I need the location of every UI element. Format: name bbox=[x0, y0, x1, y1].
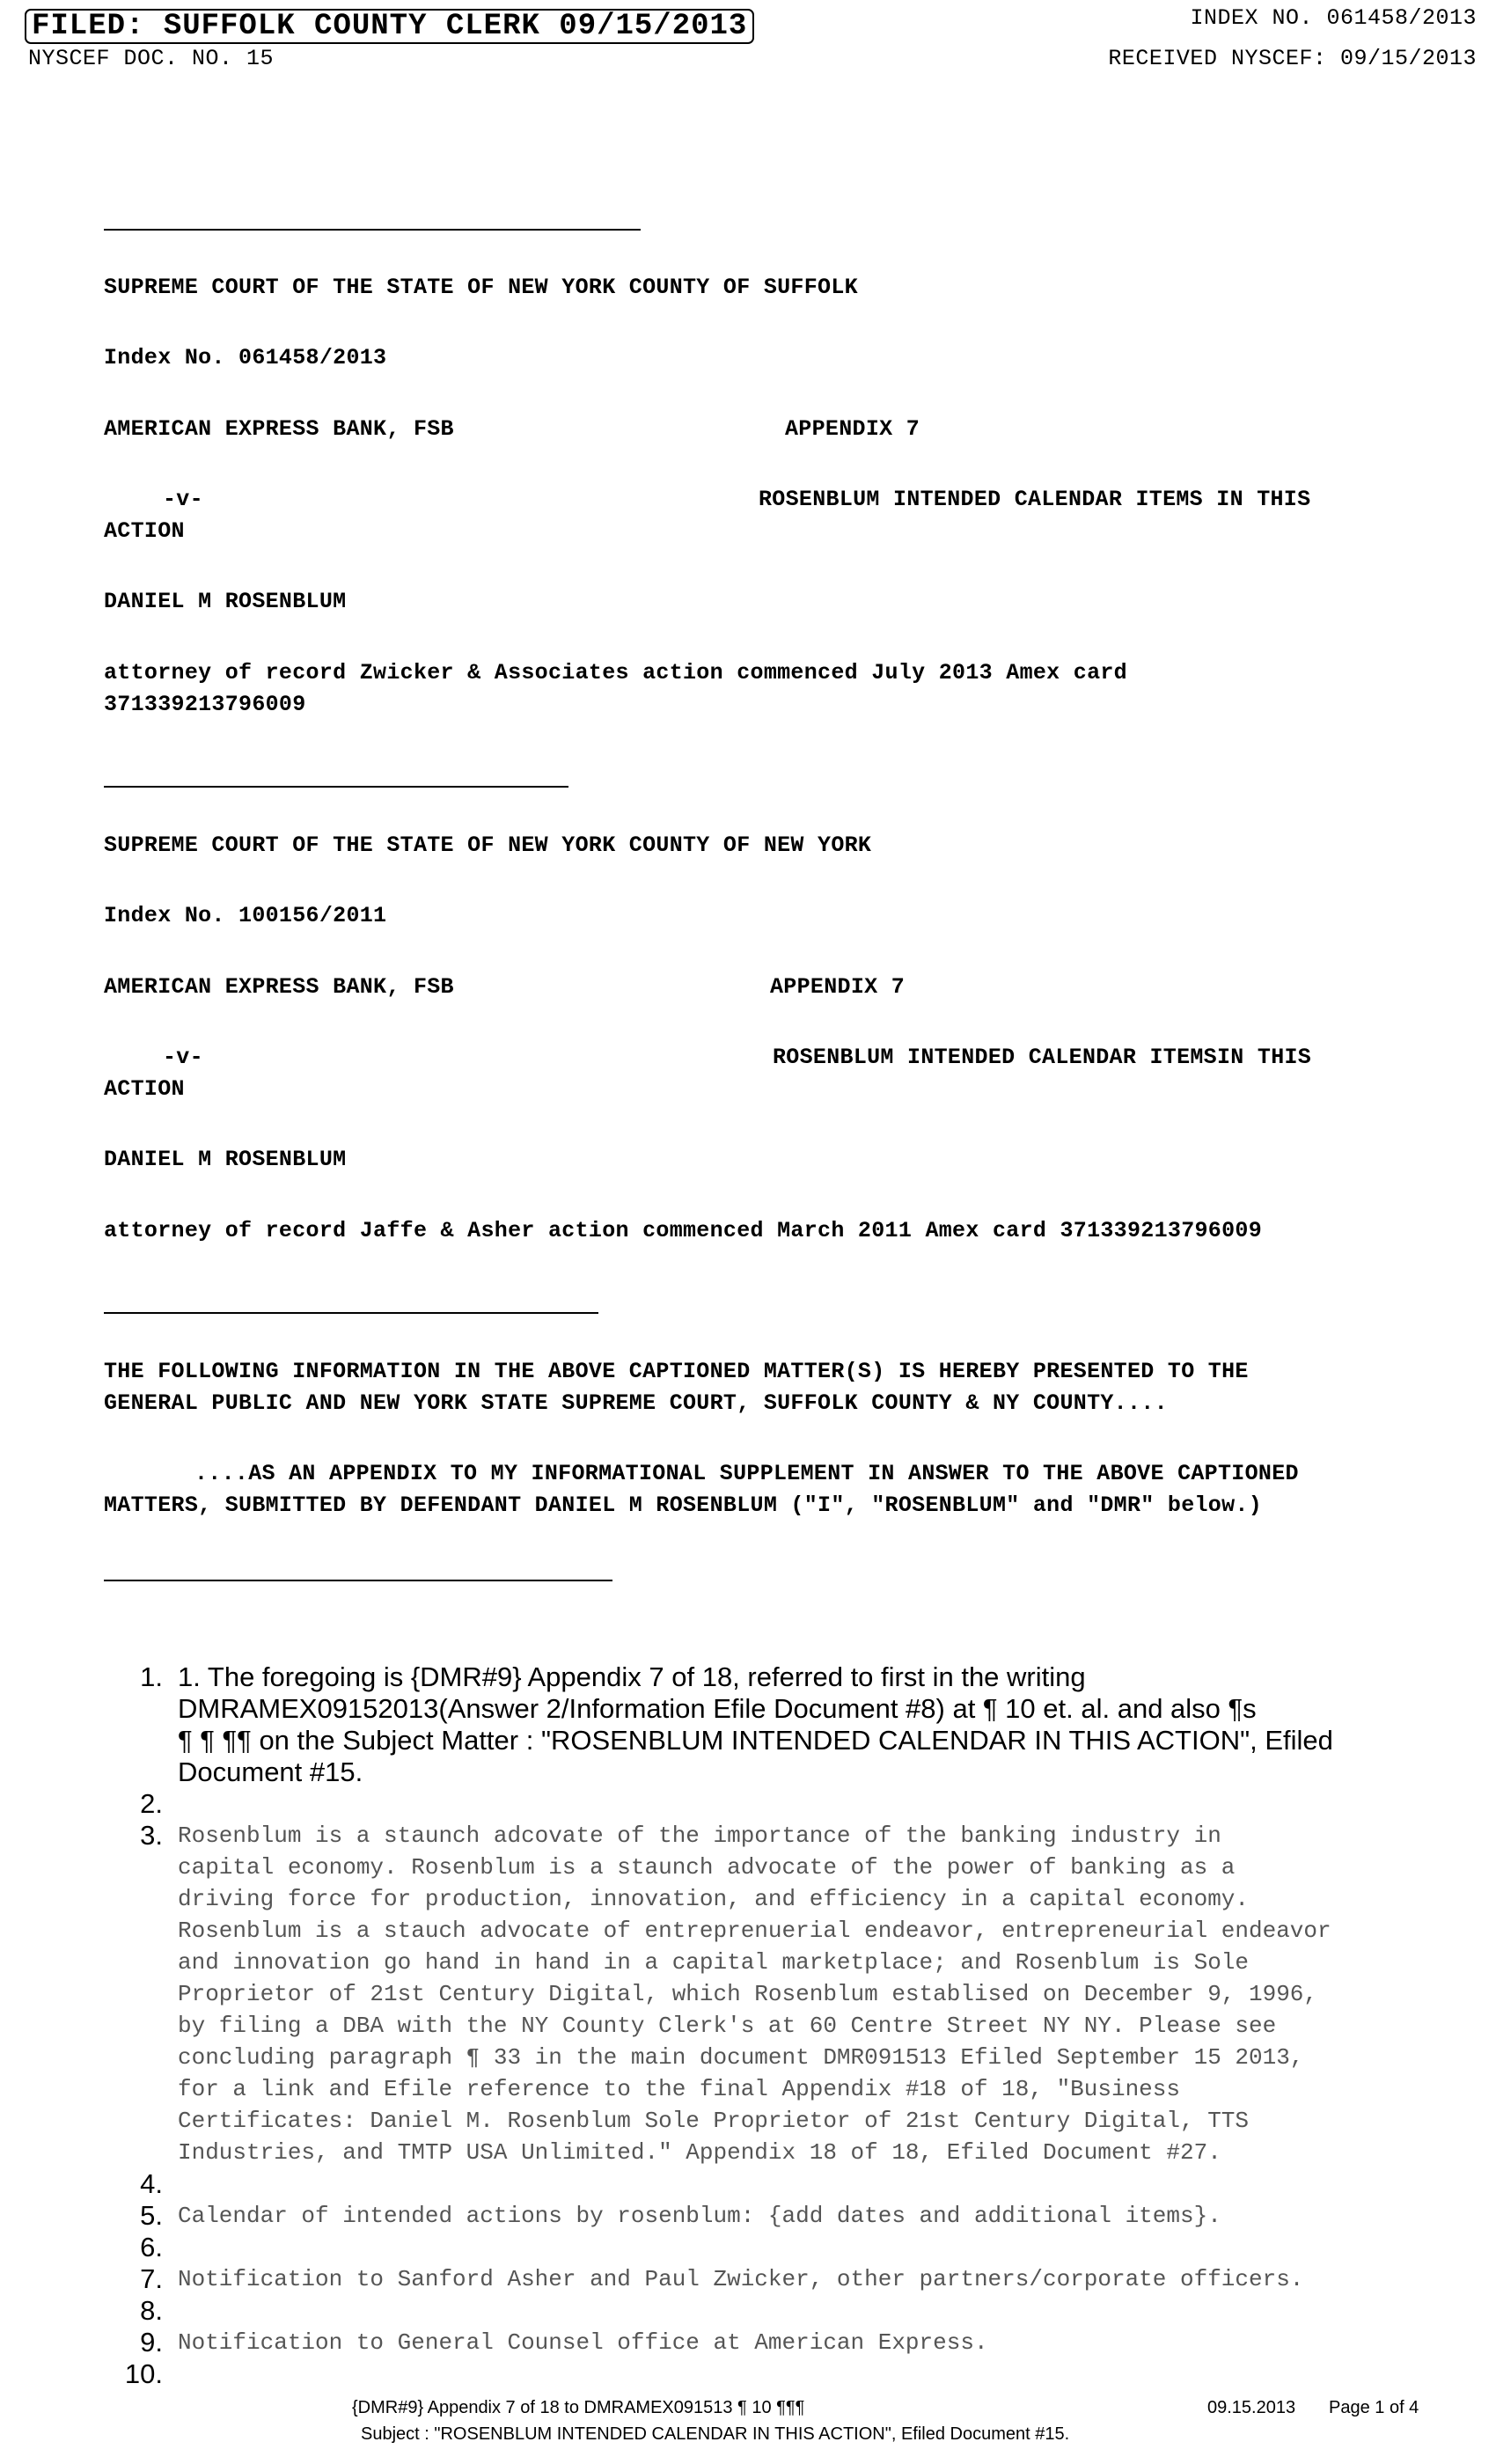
list-item bbox=[106, 1661, 1426, 1788]
intro-line: ....AS AN APPENDIX TO MY INFORMATIONAL SUPPLEMENT IN ANSWER TO THE ABOVE CAPTIONED bbox=[194, 1461, 1299, 1486]
appendix-label: APPENDIX 7 bbox=[770, 974, 906, 1000]
list-item bbox=[106, 2232, 1426, 2263]
item-text-line: Proprietor of 21st Century Digital, which Rosenblum establised on December 9, 1996, bbox=[178, 1981, 1318, 2007]
list-item bbox=[106, 2263, 1426, 2295]
item-text-line: by filing a DBA with the NY County Clerk's at 60 Centre Street NY NY. Please see bbox=[178, 2013, 1277, 2039]
index-line: Index No. 061458/2013 bbox=[104, 345, 387, 370]
footer-document-reference: {DMR#9} Appendix 7 of 18 to DMRAMEX091513 ¶ 10 ¶¶¶ bbox=[352, 2398, 805, 2417]
item-text-line: Notification to Sanford Asher and Paul Zwicker, other partners/corporate officers. bbox=[178, 2266, 1304, 2292]
appendix-label: APPENDIX 7 bbox=[785, 416, 920, 442]
intro-line: GENERAL PUBLIC AND NEW YORK STATE SUPREME COURT, SUFFOLK COUNTY & NY COUNTY.... bbox=[104, 1390, 1168, 1416]
item-text-line: capital economy. Rosenblum is a staunch advocate of the power of banking as a bbox=[178, 1854, 1236, 1881]
versus-label: -v- bbox=[163, 1045, 203, 1070]
nyscef-doc-number: NYSCEF DOC. NO. 15 bbox=[28, 46, 275, 71]
divider-rule bbox=[104, 1580, 612, 1581]
item-text-line: Notification to General Counsel office at American Express. bbox=[178, 2329, 988, 2356]
list-item bbox=[106, 2168, 1426, 2200]
caption-title-continued: ACTION bbox=[104, 518, 185, 544]
numbered-list bbox=[106, 1661, 1426, 2390]
item-text-line: Certificates: Daniel M. Rosenblum Sole Proprietor of 21st Century Digital, TTS bbox=[178, 2108, 1249, 2134]
list-item bbox=[106, 2358, 1426, 2390]
item-number: 3. bbox=[140, 1820, 163, 1851]
index-line: Index No. 100156/2011 bbox=[104, 903, 387, 928]
item-number: 2. bbox=[140, 1788, 163, 1819]
footer-date: 09.15.2013 bbox=[1207, 2398, 1296, 2417]
attorney-line: attorney of record Jaffe & Asher action commenced March 2011 Amex card 371339213796009 bbox=[104, 1218, 1263, 1243]
intro-line: THE FOLLOWING INFORMATION IN THE ABOVE CAPTIONED MATTER(S) IS HEREBY PRESENTED TO THE bbox=[104, 1359, 1249, 1384]
item-text-line: driving force for production, innovation, and efficiency in a capital economy. bbox=[178, 1886, 1249, 1912]
divider-rule bbox=[104, 786, 568, 788]
item-number: 7. bbox=[140, 2263, 163, 2294]
item-number: 1. bbox=[140, 1661, 163, 1692]
divider-rule bbox=[104, 229, 641, 231]
item-text-line: and innovation go hand in hand in a capital marketplace; and Rosenblum is Sole bbox=[178, 1949, 1249, 1976]
intro-line: MATTERS, SUBMITTED BY DEFENDANT DANIEL M ROSENBLUM ("I", "ROSENBLUM" and "DMR" below.) bbox=[104, 1492, 1263, 1518]
index-number: INDEX NO. 061458/2013 bbox=[1190, 5, 1477, 31]
list-item bbox=[106, 2327, 1426, 2358]
item-text-line: Industries, and TMTP USA Unlimited." Appendix 18 of 18, Efiled Document #27. bbox=[178, 2139, 1221, 2166]
versus-label: -v- bbox=[163, 487, 203, 512]
item-number: 10. bbox=[124, 2358, 163, 2389]
caption-title-continued: ACTION bbox=[104, 1076, 185, 1102]
court-title: SUPREME COURT OF THE STATE OF NEW YORK COUNTY OF SUFFOLK bbox=[104, 275, 858, 300]
item-text-line: for a link and Efile reference to the final Appendix #18 of 18, "Business bbox=[178, 2076, 1180, 2102]
item-text-line: Rosenblum is a stauch advocate of entreprenuerial endeavor, entrepreneurial endeavor bbox=[178, 1918, 1331, 1944]
page-number: Page 1 of 4 bbox=[1329, 2398, 1419, 2417]
divider-rule bbox=[104, 1312, 598, 1314]
received-date: RECEIVED NYSCEF: 09/15/2013 bbox=[1108, 46, 1477, 71]
list-item bbox=[106, 2295, 1426, 2327]
item-number: 6. bbox=[140, 2232, 163, 2262]
item-text-line: Document #15. bbox=[178, 1756, 363, 1787]
item-number: 8. bbox=[140, 2295, 163, 2326]
item-text-line: 1. The foregoing is {DMR#9} Appendix 7 of 18, referred to first in the writing bbox=[178, 1661, 1086, 1692]
item-text-line: concluding paragraph ¶ 33 in the main document DMR091513 Efiled September 15 2013, bbox=[178, 2044, 1304, 2071]
plaintiff-name: AMERICAN EXPRESS BANK, FSB bbox=[104, 416, 454, 442]
footer-subject: Subject : "ROSENBLUM INTENDED CALENDAR IN THIS ACTION", Efiled Document #15. bbox=[361, 2424, 1070, 2444]
court-title: SUPREME COURT OF THE STATE OF NEW YORK COUNTY OF NEW YORK bbox=[104, 832, 872, 858]
item-number: 4. bbox=[140, 2168, 163, 2199]
attorney-line: attorney of record Zwicker & Associates action commenced July 2013 Amex card bbox=[104, 660, 1127, 686]
item-number: 9. bbox=[140, 2327, 163, 2358]
list-item bbox=[106, 1788, 1426, 1820]
list-item bbox=[106, 1820, 1426, 2168]
item-text-line: Rosenblum is a staunch adcovate of the importance of the banking industry in bbox=[178, 1822, 1221, 1849]
defendant-name: DANIEL M ROSENBLUM bbox=[104, 589, 347, 614]
item-text-line: ¶ ¶ ¶¶ on the Subject Matter : "ROSENBLUM INTENDED CALENDAR IN THIS ACTION", Efiled bbox=[178, 1725, 1333, 1756]
caption-title: ROSENBLUM INTENDED CALENDAR ITEMS IN THIS bbox=[759, 487, 1311, 512]
item-number: 5. bbox=[140, 2200, 163, 2231]
caption-title: ROSENBLUM INTENDED CALENDAR ITEMSIN THIS bbox=[773, 1045, 1312, 1070]
defendant-name: DANIEL M ROSENBLUM bbox=[104, 1147, 347, 1172]
item-text-line: DMRAMEX09152013(Answer 2/Information Efile Document #8) at ¶ 10 et. al. and also ¶s bbox=[178, 1693, 1257, 1724]
list-item bbox=[106, 2200, 1426, 2232]
plaintiff-name: AMERICAN EXPRESS BANK, FSB bbox=[104, 974, 454, 1000]
card-number: 371339213796009 bbox=[104, 692, 306, 717]
item-text-line: Calendar of intended actions by rosenblum: {add dates and additional items}. bbox=[178, 2203, 1221, 2229]
filed-stamp: FILED: SUFFOLK COUNTY CLERK 09/15/2013 bbox=[25, 9, 754, 44]
